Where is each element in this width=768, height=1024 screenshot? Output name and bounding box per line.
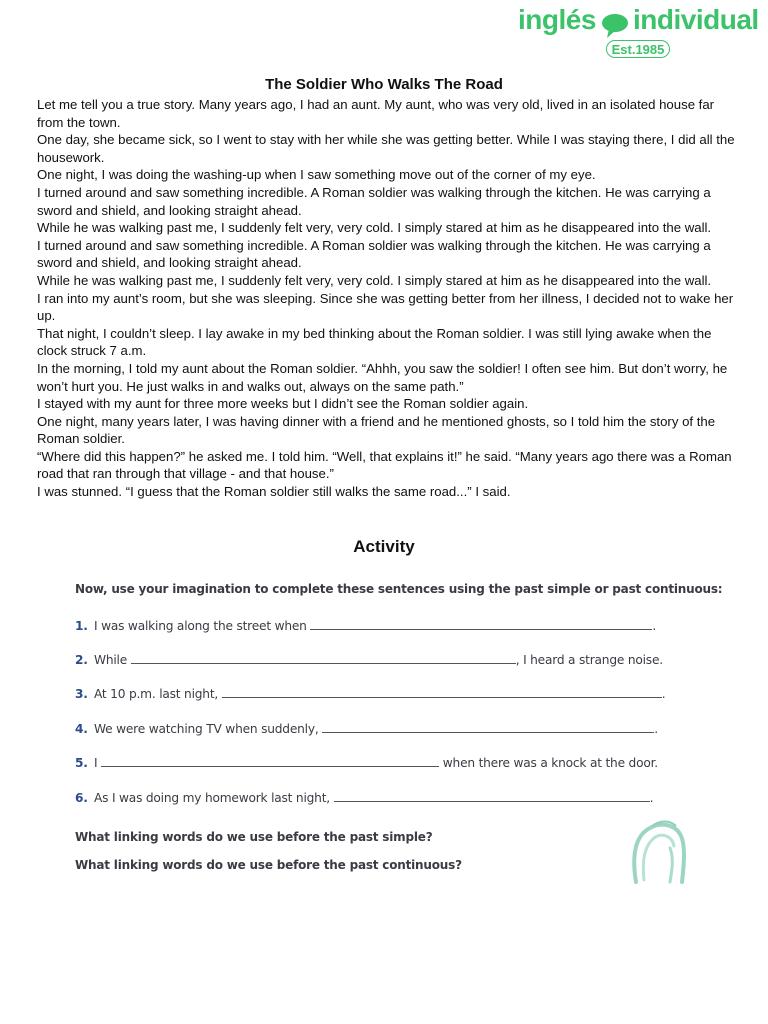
item-number: 5. bbox=[75, 756, 88, 770]
ingles-individual-logo bbox=[515, 4, 763, 62]
item-ending: when there was a knock at the door. bbox=[442, 756, 658, 770]
story-paragraph: In the morning, I told my aunt about the Roman soldier. “Ahhh, you saw the soldier! I often see him. But don’t worry, he won’t hurt you. He just walks in and walks out, always on the same path.” bbox=[37, 360, 728, 394]
exercise-item-3 bbox=[75, 685, 665, 701]
story-paragraph: “Where did this happen?” he asked me. I told him. “Well, that explains it!” he said. “Many years ago there was a Roman road that ran through that village - and that house.” bbox=[37, 448, 732, 482]
exercise-item-2 bbox=[75, 651, 663, 667]
story-paragraph: One night, many years later, I was having dinner with a friend and he mentioned ghosts, so I told him the story of the Roman soldier. bbox=[37, 413, 716, 447]
speech-bubble-icon bbox=[600, 12, 630, 40]
story-paragraph: One day, she became sick, so I went to stay with her while she was getting better. While I was staying there, I did all the housework. bbox=[37, 132, 735, 165]
item-ending: . bbox=[654, 722, 658, 736]
story-paragraph: While he was walking past me, I suddenly felt very, very cold. I simply stared at him as he disappeared into the wall. bbox=[37, 272, 712, 288]
logo-word-individual: individual bbox=[633, 4, 759, 35]
exercise-item-5 bbox=[75, 754, 658, 770]
story-title: The Soldier Who Walks The Road bbox=[265, 76, 503, 93]
item-prompt: I bbox=[94, 756, 98, 770]
story-paragraph: While he was walking past me, I suddenly felt very, very cold. I simply stared at him as he disappeared into the wall. bbox=[37, 220, 712, 236]
activity-title: Activity bbox=[353, 537, 415, 556]
exercise-item-6 bbox=[75, 789, 653, 805]
answer-blank[interactable] bbox=[310, 617, 652, 630]
item-number: 1. bbox=[75, 619, 88, 633]
item-ending: . bbox=[661, 687, 666, 701]
logo-word-ingles: inglés bbox=[518, 4, 596, 35]
item-number: 2. bbox=[75, 653, 88, 667]
item-prompt: We were watching TV when suddenly, bbox=[94, 722, 319, 736]
story-paragraph: That night, I couldn’t sleep. I lay awake in my bed thinking about the Roman soldier. I was still lying awake when the clock struck 7 a.m. bbox=[37, 325, 712, 359]
answer-blank[interactable] bbox=[334, 789, 650, 802]
item-number: 4. bbox=[75, 722, 88, 736]
exercise-item-1 bbox=[75, 617, 656, 633]
story-paragraph: I ran into my aunt’s room, but she was sleeping. Since she was getting better from her illness, I decided not to wake her up. bbox=[37, 290, 734, 324]
story-paragraph: I turned around and saw something incredible. A Roman soldier was walking through the kitchen. He was carrying a sword and shield, and looking straight ahead. bbox=[37, 184, 711, 218]
item-ending: , I heard a strange noise. bbox=[515, 653, 663, 667]
answer-blank[interactable] bbox=[222, 685, 662, 698]
answer-blank[interactable] bbox=[101, 754, 439, 767]
question-past-continuous: What linking words do we use before the past continuous? bbox=[75, 858, 462, 872]
story-paragraph: One night, I was doing the washing-up when I saw something move out of the corner of my eye. bbox=[37, 167, 596, 183]
exercise-item-4 bbox=[75, 720, 658, 736]
item-prompt: At 10 p.m. last night, bbox=[94, 687, 219, 701]
item-ending: . bbox=[652, 619, 657, 633]
story-body bbox=[37, 96, 737, 501]
item-ending: . bbox=[649, 791, 654, 805]
established-badge: Est.1985 bbox=[606, 40, 670, 58]
item-number: 6. bbox=[75, 791, 88, 805]
item-prompt: While bbox=[94, 653, 128, 667]
story-paragraph: I turned around and saw something incredible. A Roman soldier was walking through the kitchen. He was carrying a sword and shield, and looking straight ahead. bbox=[37, 237, 711, 271]
story-paragraph: I was stunned. “I guess that the Roman soldier still walks the same road...” I said. bbox=[37, 484, 511, 500]
item-prompt: I was walking along the street when bbox=[94, 619, 307, 633]
ghost-sketch-icon bbox=[630, 818, 688, 886]
story-paragraph: Let me tell you a true story. Many years ago, I had an aunt. My aunt, who was very old, lived in an isolated house far from the town. bbox=[37, 97, 715, 130]
item-prompt: As I was doing my homework last night, bbox=[94, 791, 330, 805]
answer-blank[interactable] bbox=[322, 720, 654, 733]
answer-blank[interactable] bbox=[131, 651, 516, 664]
activity-instructions: Now, use your imagination to complete these sentences using the past simple or past continuous: bbox=[75, 582, 723, 596]
item-number: 3. bbox=[75, 687, 88, 701]
story-paragraph: I stayed with my aunt for three more weeks but I didn’t see the Roman soldier again. bbox=[37, 396, 529, 412]
question-past-simple: What linking words do we use before the past simple? bbox=[75, 830, 433, 844]
